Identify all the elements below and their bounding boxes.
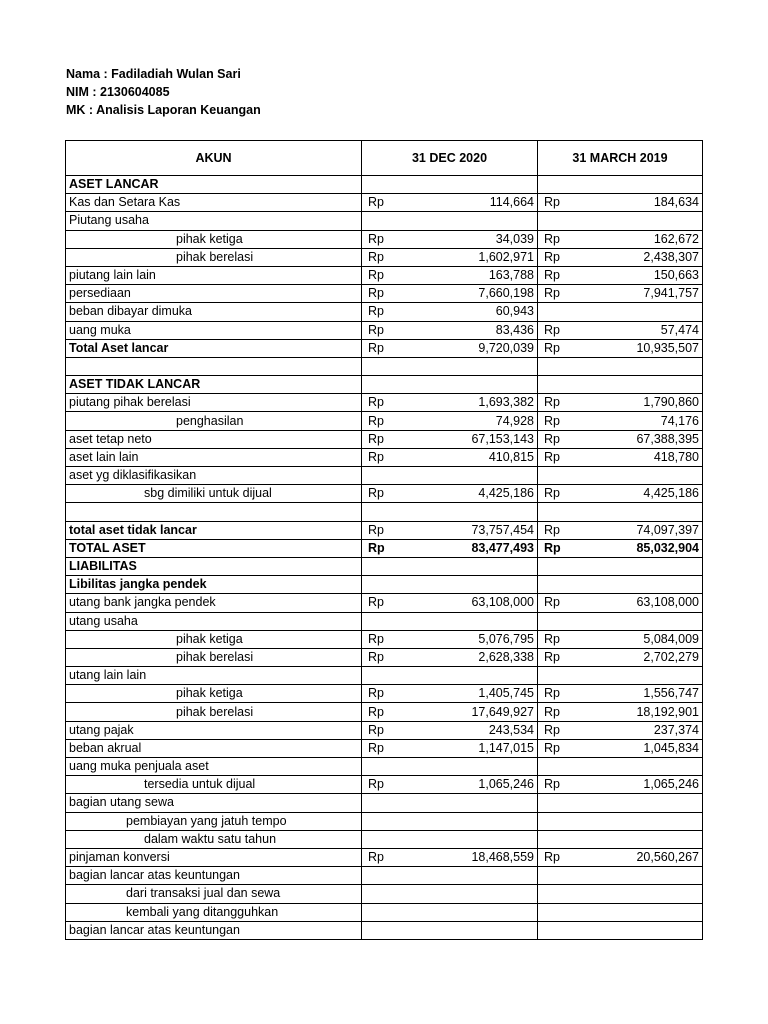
account-label: pembiayan yang jatuh tempo xyxy=(66,812,362,830)
value-cell-dec-2020 xyxy=(362,739,538,757)
value-cell-dec-2020 xyxy=(362,758,538,776)
currency-label: Rp xyxy=(368,249,384,264)
account-label: piutang pihak berelasi xyxy=(66,394,362,412)
currency-label: Rp xyxy=(368,540,385,555)
table-row xyxy=(66,594,703,612)
amount-value: 60,943 xyxy=(495,304,534,319)
account-label: bagian utang sewa xyxy=(66,794,362,812)
account-label: ASET LANCAR xyxy=(66,176,362,194)
amount-value: 4,425,186 xyxy=(478,486,534,501)
value-cell-dec-2020 xyxy=(362,467,538,485)
value-cell-dec-2020 xyxy=(362,430,538,448)
currency-label: Rp xyxy=(544,540,561,555)
amount-value: 2,628,338 xyxy=(478,649,534,664)
table-row xyxy=(66,321,703,339)
value-cell-march-2019 xyxy=(538,303,703,321)
amount-value: 74,928 xyxy=(495,413,534,428)
table-row xyxy=(66,430,703,448)
amount-value: 74,097,397 xyxy=(636,522,699,537)
account-label: aset tetap neto xyxy=(66,430,362,448)
value-cell-dec-2020 xyxy=(362,612,538,630)
table-row xyxy=(66,503,703,521)
amount-value: 1,790,860 xyxy=(643,395,699,410)
account-label: ASET TIDAK LANCAR xyxy=(66,376,362,394)
currency-label: Rp xyxy=(368,286,384,301)
account-label: pihak ketiga xyxy=(66,685,362,703)
currency-label: Rp xyxy=(544,195,560,210)
amount-value: 418,780 xyxy=(653,449,699,464)
amount-value: 18,468,559 xyxy=(471,850,534,865)
table-row xyxy=(66,339,703,357)
value-cell-march-2019 xyxy=(538,867,703,885)
value-cell-dec-2020 xyxy=(362,921,538,939)
currency-label: Rp xyxy=(368,740,384,755)
currency-label: Rp xyxy=(544,595,560,610)
table-row xyxy=(66,794,703,812)
currency-label: Rp xyxy=(544,486,560,501)
account-label: aset yg diklasifikasikan xyxy=(66,467,362,485)
amount-value: 1,065,246 xyxy=(478,777,534,792)
value-cell-dec-2020 xyxy=(362,448,538,466)
value-cell-march-2019 xyxy=(538,230,703,248)
currency-label: Rp xyxy=(368,231,384,246)
table-row xyxy=(66,539,703,557)
value-cell-march-2019 xyxy=(538,467,703,485)
account-label: bagian lancar atas keuntungan xyxy=(66,921,362,939)
value-cell-march-2019 xyxy=(538,903,703,921)
amount-value: 73,757,454 xyxy=(471,522,534,537)
account-label: utang bank jangka pendek xyxy=(66,594,362,612)
currency-label: Rp xyxy=(544,231,560,246)
table-row xyxy=(66,467,703,485)
value-cell-dec-2020 xyxy=(362,576,538,594)
currency-label: Rp xyxy=(544,722,560,737)
account-label: pinjaman konversi xyxy=(66,848,362,866)
table-row xyxy=(66,812,703,830)
table-row xyxy=(66,357,703,375)
value-cell-march-2019 xyxy=(538,667,703,685)
value-cell-dec-2020 xyxy=(362,539,538,557)
table-row xyxy=(66,867,703,885)
amount-value: 20,560,267 xyxy=(636,850,699,865)
table-row xyxy=(66,848,703,866)
account-label xyxy=(66,357,362,375)
table-row xyxy=(66,776,703,794)
amount-value: 7,941,757 xyxy=(643,286,699,301)
currency-label: Rp xyxy=(368,413,384,428)
table-row xyxy=(66,630,703,648)
value-cell-march-2019 xyxy=(538,612,703,630)
value-cell-dec-2020 xyxy=(362,794,538,812)
value-cell-dec-2020 xyxy=(362,194,538,212)
account-label: bagian lancar atas keuntungan xyxy=(66,867,362,885)
account-label: persediaan xyxy=(66,285,362,303)
currency-label: Rp xyxy=(544,322,560,337)
table-row xyxy=(66,412,703,430)
account-label: LIABILITAS xyxy=(66,557,362,575)
balance-sheet-table xyxy=(65,140,703,940)
value-cell-march-2019 xyxy=(538,758,703,776)
value-cell-march-2019 xyxy=(538,376,703,394)
amount-value: 243,534 xyxy=(488,722,534,737)
table-row xyxy=(66,485,703,503)
currency-label: Rp xyxy=(368,322,384,337)
value-cell-march-2019 xyxy=(538,594,703,612)
student-name: Nama : Fadiladiah Wulan Sari xyxy=(66,67,241,81)
currency-label: Rp xyxy=(368,486,384,501)
value-cell-march-2019 xyxy=(538,521,703,539)
account-label: penghasilan xyxy=(66,412,362,430)
value-cell-dec-2020 xyxy=(362,230,538,248)
table-row xyxy=(66,739,703,757)
value-cell-march-2019 xyxy=(538,412,703,430)
account-label: utang usaha xyxy=(66,612,362,630)
account-label: Piutang usaha xyxy=(66,212,362,230)
value-cell-dec-2020 xyxy=(362,594,538,612)
account-label: uang muka penjuala aset xyxy=(66,758,362,776)
table-row xyxy=(66,176,703,194)
amount-value: 10,935,507 xyxy=(636,340,699,355)
value-cell-dec-2020 xyxy=(362,285,538,303)
account-label: utang pajak xyxy=(66,721,362,739)
currency-label: Rp xyxy=(368,522,384,537)
amount-value: 9,720,039 xyxy=(478,340,534,355)
table-row xyxy=(66,885,703,903)
table-row xyxy=(66,285,703,303)
account-label: piutang lain lain xyxy=(66,266,362,284)
amount-value: 1,147,015 xyxy=(478,740,534,755)
account-label: pihak ketiga xyxy=(66,630,362,648)
value-cell-march-2019 xyxy=(538,576,703,594)
value-cell-dec-2020 xyxy=(362,721,538,739)
currency-label: Rp xyxy=(368,649,384,664)
value-cell-dec-2020 xyxy=(362,503,538,521)
account-label: Total Aset lancar xyxy=(66,339,362,357)
value-cell-march-2019 xyxy=(538,212,703,230)
value-cell-dec-2020 xyxy=(362,357,538,375)
table-row xyxy=(66,685,703,703)
currency-label: Rp xyxy=(368,686,384,701)
account-label: pihak ketiga xyxy=(66,230,362,248)
column-header-march-2019: 31 MARCH 2019 xyxy=(538,141,703,176)
value-cell-dec-2020 xyxy=(362,630,538,648)
value-cell-march-2019 xyxy=(538,485,703,503)
table-row xyxy=(66,648,703,666)
value-cell-march-2019 xyxy=(538,266,703,284)
currency-label: Rp xyxy=(368,631,384,646)
value-cell-march-2019 xyxy=(538,448,703,466)
amount-value: 63,108,000 xyxy=(636,595,699,610)
value-cell-march-2019 xyxy=(538,812,703,830)
table-row xyxy=(66,612,703,630)
value-cell-march-2019 xyxy=(538,776,703,794)
value-cell-march-2019 xyxy=(538,630,703,648)
value-cell-dec-2020 xyxy=(362,885,538,903)
currency-label: Rp xyxy=(368,777,384,792)
currency-label: Rp xyxy=(368,431,384,446)
value-cell-march-2019 xyxy=(538,430,703,448)
value-cell-dec-2020 xyxy=(362,703,538,721)
table-row xyxy=(66,830,703,848)
amount-value: 162,672 xyxy=(653,231,699,246)
amount-value: 2,702,279 xyxy=(643,649,699,664)
amount-value: 114,664 xyxy=(489,195,534,210)
amount-value: 34,039 xyxy=(495,231,534,246)
amount-value: 184,634 xyxy=(653,195,699,210)
amount-value: 4,425,186 xyxy=(643,486,699,501)
value-cell-dec-2020 xyxy=(362,303,538,321)
currency-label: Rp xyxy=(544,649,560,664)
currency-label: Rp xyxy=(544,449,560,464)
value-cell-march-2019 xyxy=(538,248,703,266)
table-row xyxy=(66,266,703,284)
value-cell-march-2019 xyxy=(538,794,703,812)
currency-label: Rp xyxy=(368,340,384,355)
amount-value: 1,556,747 xyxy=(643,686,699,701)
value-cell-march-2019 xyxy=(538,848,703,866)
amount-value: 150,663 xyxy=(653,268,699,283)
amount-value: 237,374 xyxy=(653,722,699,737)
currency-label: Rp xyxy=(544,777,560,792)
account-label: Libilitas jangka pendek xyxy=(66,576,362,594)
account-label: pihak berelasi xyxy=(66,648,362,666)
table-row xyxy=(66,903,703,921)
value-cell-march-2019 xyxy=(538,830,703,848)
value-cell-dec-2020 xyxy=(362,376,538,394)
account-label: sbg dimiliki untuk dijual xyxy=(66,485,362,503)
value-cell-dec-2020 xyxy=(362,776,538,794)
table-row xyxy=(66,703,703,721)
amount-value: 410,815 xyxy=(488,449,534,464)
value-cell-dec-2020 xyxy=(362,667,538,685)
value-cell-march-2019 xyxy=(538,176,703,194)
value-cell-dec-2020 xyxy=(362,212,538,230)
amount-value: 163,788 xyxy=(488,268,534,283)
value-cell-march-2019 xyxy=(538,321,703,339)
amount-value: 63,108,000 xyxy=(471,595,534,610)
amount-value: 83,436 xyxy=(495,322,534,337)
amount-value: 83,477,493 xyxy=(471,540,534,555)
value-cell-dec-2020 xyxy=(362,339,538,357)
value-cell-dec-2020 xyxy=(362,648,538,666)
value-cell-march-2019 xyxy=(538,721,703,739)
table-body xyxy=(66,176,703,940)
account-label: pihak berelasi xyxy=(66,248,362,266)
table-row xyxy=(66,394,703,412)
value-cell-dec-2020 xyxy=(362,321,538,339)
amount-value: 1,693,382 xyxy=(478,395,534,410)
account-label xyxy=(66,503,362,521)
table-row xyxy=(66,212,703,230)
currency-label: Rp xyxy=(368,304,384,319)
currency-label: Rp xyxy=(368,704,384,719)
value-cell-march-2019 xyxy=(538,194,703,212)
amount-value: 74,176 xyxy=(660,413,699,428)
account-label: tersedia untuk dijual xyxy=(66,776,362,794)
value-cell-march-2019 xyxy=(538,739,703,757)
account-label: total aset tidak lancar xyxy=(66,521,362,539)
amount-value: 67,153,143 xyxy=(471,431,534,446)
value-cell-dec-2020 xyxy=(362,266,538,284)
table-row xyxy=(66,721,703,739)
student-nim: NIM : 2130604085 xyxy=(66,85,170,99)
amount-value: 1,065,246 xyxy=(643,777,699,792)
value-cell-dec-2020 xyxy=(362,248,538,266)
value-cell-march-2019 xyxy=(538,503,703,521)
account-label: kembali yang ditangguhkan xyxy=(66,903,362,921)
currency-label: Rp xyxy=(544,340,560,355)
amount-value: 57,474 xyxy=(660,322,699,337)
account-label: beban akrual xyxy=(66,739,362,757)
currency-label: Rp xyxy=(544,631,560,646)
amount-value: 17,649,927 xyxy=(471,704,534,719)
currency-label: Rp xyxy=(544,286,560,301)
value-cell-march-2019 xyxy=(538,921,703,939)
account-label: aset lain lain xyxy=(66,448,362,466)
currency-label: Rp xyxy=(544,431,560,446)
table-row xyxy=(66,758,703,776)
table-row xyxy=(66,194,703,212)
amount-value: 85,032,904 xyxy=(636,540,699,555)
currency-label: Rp xyxy=(368,449,384,464)
value-cell-dec-2020 xyxy=(362,485,538,503)
account-label: beban dibayar dimuka xyxy=(66,303,362,321)
table-row xyxy=(66,921,703,939)
amount-value: 2,438,307 xyxy=(643,249,699,264)
value-cell-dec-2020 xyxy=(362,867,538,885)
value-cell-dec-2020 xyxy=(362,848,538,866)
table-row xyxy=(66,230,703,248)
value-cell-march-2019 xyxy=(538,357,703,375)
table-row xyxy=(66,376,703,394)
account-label: dari transaksi jual dan sewa xyxy=(66,885,362,903)
value-cell-march-2019 xyxy=(538,703,703,721)
currency-label: Rp xyxy=(368,268,384,283)
table-row xyxy=(66,521,703,539)
value-cell-dec-2020 xyxy=(362,685,538,703)
table-row xyxy=(66,576,703,594)
value-cell-dec-2020 xyxy=(362,812,538,830)
column-header-akun: AKUN xyxy=(66,141,362,176)
account-label: Kas dan Setara Kas xyxy=(66,194,362,212)
value-cell-march-2019 xyxy=(538,685,703,703)
currency-label: Rp xyxy=(368,195,384,210)
table-row xyxy=(66,248,703,266)
account-label: pihak berelasi xyxy=(66,703,362,721)
value-cell-dec-2020 xyxy=(362,557,538,575)
currency-label: Rp xyxy=(544,686,560,701)
account-label: uang muka xyxy=(66,321,362,339)
value-cell-dec-2020 xyxy=(362,830,538,848)
account-label: utang lain lain xyxy=(66,667,362,685)
course-name: MK : Analisis Laporan Keuangan xyxy=(66,103,261,117)
value-cell-march-2019 xyxy=(538,539,703,557)
amount-value: 5,084,009 xyxy=(643,631,699,646)
value-cell-dec-2020 xyxy=(362,394,538,412)
currency-label: Rp xyxy=(368,395,384,410)
table-row xyxy=(66,303,703,321)
value-cell-march-2019 xyxy=(538,648,703,666)
currency-label: Rp xyxy=(544,704,560,719)
value-cell-march-2019 xyxy=(538,394,703,412)
amount-value: 18,192,901 xyxy=(636,704,699,719)
amount-value: 1,405,745 xyxy=(478,686,534,701)
value-cell-march-2019 xyxy=(538,285,703,303)
account-label: dalam waktu satu tahun xyxy=(66,830,362,848)
table-header-row xyxy=(66,141,703,176)
currency-label: Rp xyxy=(544,522,560,537)
value-cell-dec-2020 xyxy=(362,903,538,921)
amount-value: 1,045,834 xyxy=(643,740,699,755)
amount-value: 7,660,198 xyxy=(478,286,534,301)
amount-value: 67,388,395 xyxy=(636,431,699,446)
value-cell-dec-2020 xyxy=(362,412,538,430)
currency-label: Rp xyxy=(368,850,384,865)
currency-label: Rp xyxy=(544,740,560,755)
value-cell-march-2019 xyxy=(538,557,703,575)
table-row xyxy=(66,557,703,575)
amount-value: 5,076,795 xyxy=(478,631,534,646)
account-label: TOTAL ASET xyxy=(66,539,362,557)
value-cell-dec-2020 xyxy=(362,176,538,194)
amount-value: 1,602,971 xyxy=(478,249,534,264)
table-row xyxy=(66,448,703,466)
currency-label: Rp xyxy=(544,268,560,283)
column-header-dec-2020: 31 DEC 2020 xyxy=(362,141,538,176)
value-cell-dec-2020 xyxy=(362,521,538,539)
table-row xyxy=(66,667,703,685)
currency-label: Rp xyxy=(368,722,384,737)
currency-label: Rp xyxy=(544,395,560,410)
currency-label: Rp xyxy=(544,249,560,264)
value-cell-march-2019 xyxy=(538,339,703,357)
currency-label: Rp xyxy=(544,850,560,865)
currency-label: Rp xyxy=(368,595,384,610)
currency-label: Rp xyxy=(544,413,560,428)
value-cell-march-2019 xyxy=(538,885,703,903)
